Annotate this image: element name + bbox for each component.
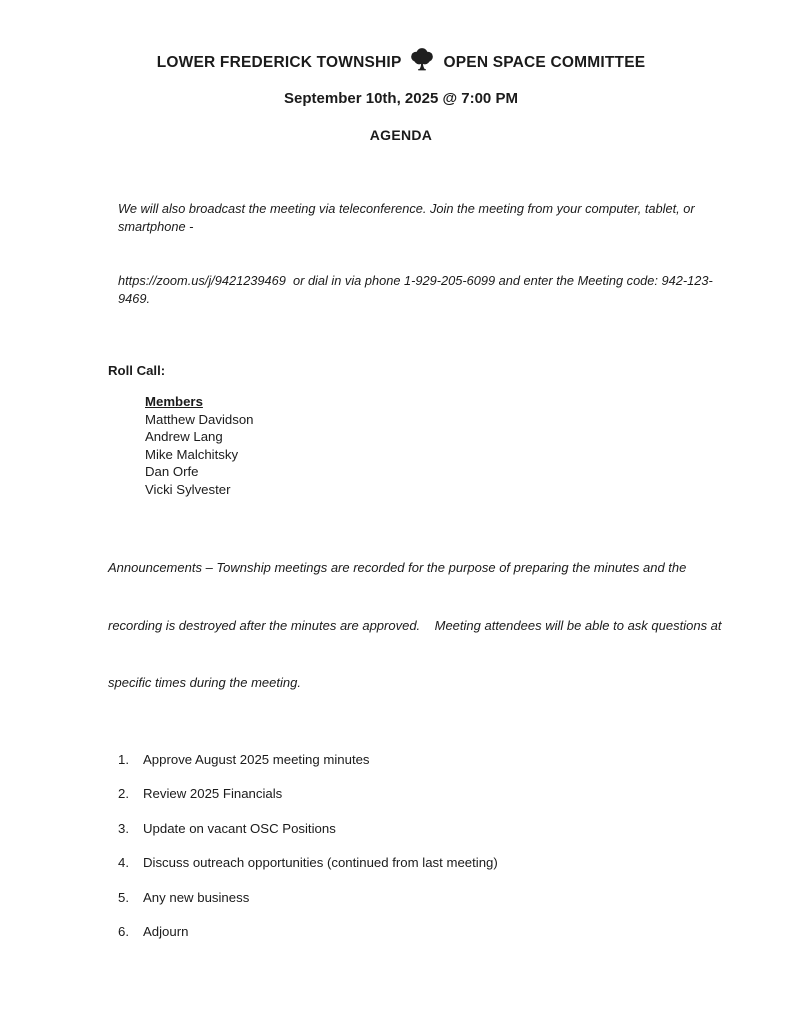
- title-left: LOWER FREDERICK TOWNSHIP: [156, 54, 402, 71]
- broadcast-notice-line-with-zoom-link: https://zoom.us/j/9421239469 or dial in via phone 1-929-205-6099 and enter the Meeting code: 942-123-9469.: [118, 273, 713, 306]
- agenda-item-number: 2.: [118, 786, 129, 802]
- agenda-item-text: Any new business: [143, 889, 250, 905]
- tree-icon: [408, 46, 436, 74]
- agenda-item: [118, 753, 802, 767]
- agenda-item: [118, 787, 802, 801]
- announcements-line: recording is destroyed after the minutes are approved. Meeting attendees will be able to ask questions at: [108, 617, 722, 633]
- broadcast-notice: [118, 164, 744, 344]
- member-name: Vicki Sylvester: [145, 481, 231, 497]
- agenda-item: [118, 822, 802, 836]
- document-title: [0, 0, 802, 74]
- announcements-line: specific times during the meeting.: [108, 675, 301, 691]
- announcements-line: Announcements – Township meetings are recorded for the purpose of preparing the minutes and the: [108, 559, 687, 575]
- agenda-item-text: Review 2025 Financials: [143, 786, 283, 802]
- meeting-datetime: September 10th, 2025 @ 7:00 PM: [284, 90, 518, 107]
- title-right: OPEN SPACE COMMITTEE: [443, 54, 646, 71]
- agenda-item: [118, 856, 802, 870]
- agenda-item-number: 5.: [118, 889, 129, 905]
- broadcast-notice-line: We will also broadcast the meeting via teleconference. Join the meeting from your computer, tablet, or smartphone -: [118, 201, 699, 234]
- agenda-item-number: 3.: [118, 820, 129, 836]
- members-heading: Members: [145, 394, 203, 409]
- roll-call-label: Roll Call:: [108, 363, 166, 378]
- agenda-items-list: [118, 753, 802, 940]
- agenda-item: [118, 925, 802, 939]
- members-list: [145, 393, 802, 499]
- agenda-item-text: Approve August 2025 meeting minutes: [143, 751, 370, 767]
- agenda-item-number: 6.: [118, 924, 129, 940]
- agenda-item-number: 4.: [118, 855, 129, 871]
- member-name: Dan Orfe: [145, 464, 199, 480]
- member-name: Matthew Davidson: [145, 411, 254, 427]
- announcements-paragraph: [108, 520, 740, 731]
- agenda-item: [118, 891, 802, 905]
- agenda-item-number: 1.: [118, 751, 129, 767]
- member-name: Mike Malchitsky: [145, 446, 239, 462]
- agenda-item-text: Discuss outreach opportunities (continued from last meeting): [143, 855, 498, 871]
- agenda-item-text: Adjourn: [143, 924, 189, 940]
- agenda-item-text: Update on vacant OSC Positions: [143, 820, 336, 836]
- member-name: Andrew Lang: [145, 429, 223, 445]
- agenda-heading: AGENDA: [369, 127, 433, 143]
